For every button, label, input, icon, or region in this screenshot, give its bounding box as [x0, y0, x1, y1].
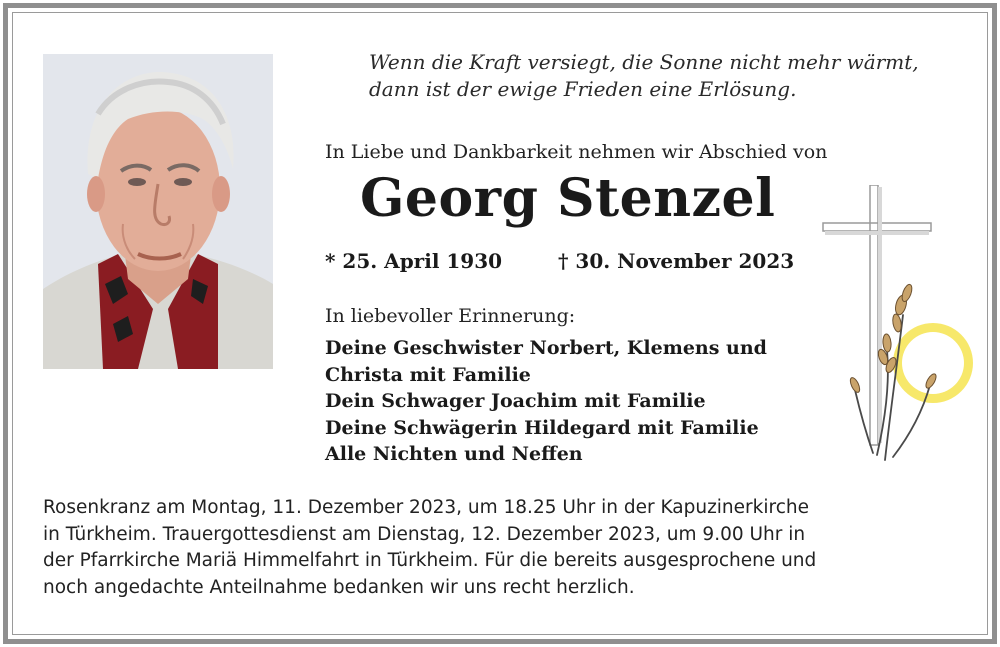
portrait-photo: [43, 54, 273, 369]
survivor-line: Alle Nichten und Neffen: [325, 443, 583, 465]
survivors-list: [325, 335, 767, 468]
service-notice: [43, 495, 963, 601]
cross-with-wheat-icon: [815, 185, 975, 465]
survivor-line: Dein Schwager Joachim mit Familie: [325, 390, 706, 412]
survivor-line: Christa mit Familie: [325, 363, 531, 386]
memorial-quote: [369, 49, 919, 103]
survivor-line: Deine Schwägerin Hildegard mit Familie: [325, 416, 759, 439]
death-date: † 30. November 2023: [558, 249, 795, 273]
notice-line: noch angedachte Anteilnahme bedanken wir uns recht herzlich.: [43, 576, 635, 598]
survivor-line: Deine Geschwister Norbert, Klemens und: [325, 337, 767, 359]
quote-line-2: dann ist der ewige Frieden eine Erlösung.: [369, 77, 797, 101]
quote-line-1: Wenn die Kraft versiegt, die Sonne nicht mehr wärmt,: [369, 50, 919, 74]
intro-text: In Liebe und Dankbarkeit nehmen wir Abschied von: [325, 141, 828, 163]
birth-date: * 25. April 1930: [325, 249, 503, 273]
memory-label: In liebevoller Erinnerung:: [325, 305, 576, 327]
notice-line: in Türkheim. Trauergottesdienst am Dienstag, 12. Dezember 2023, um 9.00 Uhr in: [43, 523, 806, 545]
notice-line: Rosenkranz am Montag, 11. Dezember 2023, um 18.25 Uhr in der Kapuzinerkirche: [43, 497, 809, 518]
notice-line: der Pfarrkirche Mariä Himmelfahrt in Türkheim. Für die bereits ausgesprochene und: [43, 550, 817, 571]
deceased-name: Georg Stenzel: [360, 168, 776, 229]
life-dates: [325, 249, 795, 273]
